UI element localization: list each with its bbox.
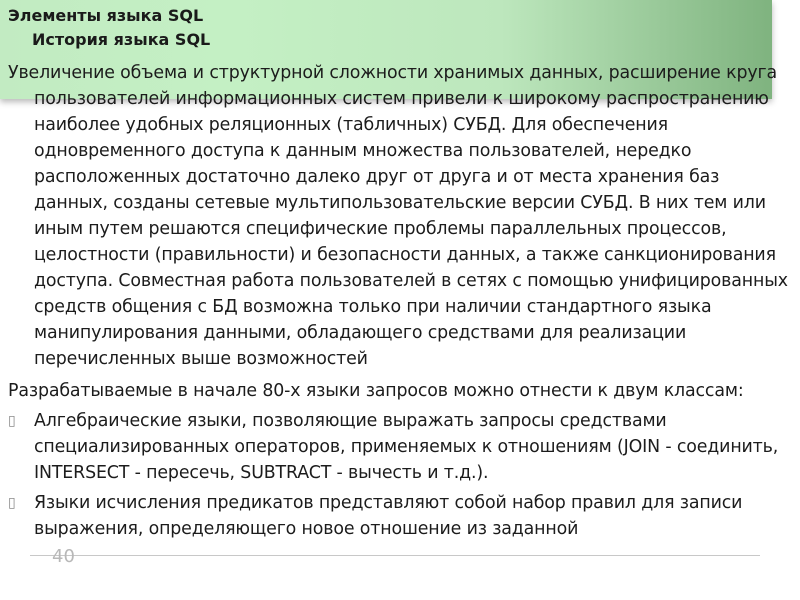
body-paragraph-1: Увеличение объема и структурной сложности хранимых данных, расширение круга пользователей информационных систем привели к широкому распространению наиболее удобных реляционных (табличных) СУБД. Для обеспечения одновременного доступа к данным множества пользователей, нередко расположенных достаточно далеко друг от друга и от места хранения баз данных, созданы сетевые мультипользовательские версии СУБД. В них тем или иным путем решаются специфические проблемы параллельных процессов, целостности (правильности) и безопасности данных, а также санкционирования доступа. Совместная работа пользователей в сетях с помощью унифицированных средств общения с БД возможна только при наличии стандартного языка манипулирования данными, обладающего средствами для реализации перечисленных выше возможностей: [8, 63, 788, 369]
slide-body: [8, 60, 788, 542]
slide-title: Элементы языка SQL: [8, 6, 204, 25]
footer-divider: [30, 555, 760, 556]
slide-subtitle: История языка SQL: [32, 30, 211, 49]
bullet-item-1: [8, 408, 788, 486]
bullet-text-1: Алгебраические языки, позволяющие выражать запросы средствами специализированных операторов, применяемых к отношениям (JOIN - соединить, INTERSECT - пересечь, SUBTRACT - вычесть и т.д.).: [34, 411, 779, 483]
bullet-marker-icon: ▯: [8, 413, 16, 429]
body-paragraph-2: Разрабатываемые в начале 80-х языки запросов можно отнести к двум классам:: [8, 381, 744, 401]
page-number: 40: [52, 546, 75, 567]
bullet-marker-icon: ▯: [8, 495, 16, 511]
bullet-text-2: Языки исчисления предикатов представляют собой набор правил для записи выражения, определяющего новое отношение из заданной: [34, 493, 743, 539]
bullet-item-2: [8, 490, 788, 542]
